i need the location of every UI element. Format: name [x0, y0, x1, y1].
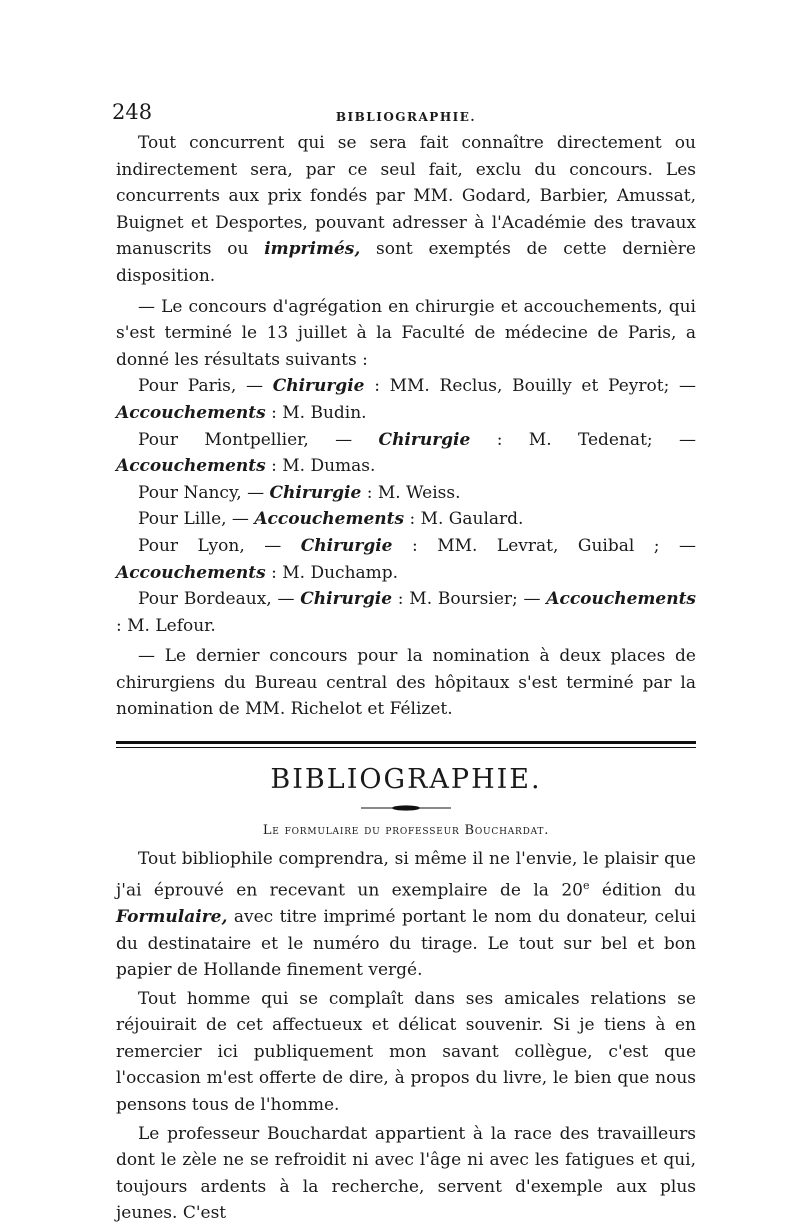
result-city: Pour Nancy, —: [138, 482, 270, 503]
agregation-paragraph: — Le concours d'agrégation en chirurgie et accouchements, qui s'est terminé le 13 juillet à la Faculté de médecine de Paris, a donné les résultats suivants :: [116, 296, 696, 370]
intro-tail: sont exemptés de cette dernière disposition.: [116, 239, 696, 286]
result-city: Pour Lille, —: [138, 509, 255, 530]
result-specialty: Accouchements: [116, 562, 266, 583]
section-subtitle: Le formulaire du professeur Bouchardat.: [262, 823, 550, 839]
running-head: [112, 94, 696, 130]
page-number: 248: [112, 100, 153, 124]
divider-thick-rule: [116, 741, 696, 744]
intro-emphasis: imprimés,: [264, 239, 361, 260]
result-specialty: Chirurgie: [272, 376, 365, 397]
section-title: BIBLIOGRAPHIE.: [270, 764, 542, 796]
result-specialty: Chirurgie: [378, 429, 471, 450]
result-names: : M. Gaulard.: [404, 509, 524, 530]
result-names: : M. Budin.: [265, 402, 367, 423]
section-divider: [116, 741, 696, 748]
biblio-paragraph-1: [116, 846, 696, 984]
result-names: : MM. Reclus, Bouilly et Peyrot; —: [364, 376, 696, 397]
biblio-paragraph-3: Le professeur Bouchardat appartient à la race des travailleurs dont le zèle ne se refroidit ni avec l'âge ni avec les fatigues et qui, toujours ardents à la recherche, servent d'exemple aux plus jeunes. C'est: [116, 1123, 696, 1224]
result-specialty: Accouchements: [116, 402, 266, 423]
biblio-text: édition du: [589, 880, 696, 901]
result-city: Pour Lyon, —: [138, 535, 301, 556]
divider-thin-rule: [116, 747, 696, 748]
ordinal-suffix: e: [582, 878, 590, 892]
result-names: : M. Duchamp.: [265, 562, 399, 583]
result-specialty: Accouchements: [254, 509, 405, 530]
intro-text: Tout concurrent qui se sera fait connaître directement ou indirectement sera, par ce seul fait, exclu du concours. Les concurrents aux prix fondés par MM. Godard, Barbier, Amussat, Buignet et Desportes, pouvant adresser à l'Académie des travaux manuscrits ou: [116, 133, 696, 260]
result-entry: [116, 427, 696, 480]
result-specialty: Accouchements: [116, 456, 266, 477]
biblio-paragraph-2: Tout homme qui se complaît dans ses amicales relations se réjouirait de cet affectueux et délicat souvenir. Si je tiens à en remercier ici publiquement mon savant collègue, c'est que l'occasion m'est offerte de dire, à propos du livre, le bien que nous pensons tous de l'homme.: [116, 988, 696, 1116]
running-title: BIBLIOGRAPHIE.: [335, 110, 477, 124]
result-names: : M. Weiss.: [361, 482, 461, 503]
result-entry: [116, 480, 696, 507]
result-specialty: Accouchements: [546, 589, 696, 610]
result-specialty: Chirurgie: [300, 589, 393, 610]
result-city: Pour Bordeaux, —: [138, 589, 301, 610]
result-names: : M. Lefour.: [116, 615, 216, 636]
bureau-paragraph: — Le dernier concours pour la nomination à deux places de chirurgiens du Bureau central des hôpitaux s'est terminé par la nomination de MM. Richelot et Félizet.: [116, 646, 696, 720]
result-entry: [116, 586, 696, 639]
result-names: : M. Boursier; —: [392, 589, 547, 610]
biblio-text: avec titre imprimé portant le nom du donateur, celui du destinataire et le numéro du tirage. Le tout sur bel et bon papier de Hollande finement vergé.: [116, 906, 696, 981]
biblio-text: Tout bibliophile comprendra, si même il ne l'envie, le plaisir que j'ai éprouvé en recevant un exemplaire de la 20: [116, 849, 696, 901]
bibliography-body: [116, 846, 696, 1227]
result-entry: [116, 506, 696, 533]
result-names: : MM. Levrat, Guibal ; —: [392, 535, 697, 556]
intro-paragraph: [116, 130, 696, 290]
result-city: Pour Montpellier, —: [138, 429, 379, 450]
result-entry: [116, 373, 696, 426]
book-page: [112, 94, 697, 1227]
result-entry: [116, 533, 696, 586]
result-specialty: Chirurgie: [300, 535, 393, 556]
book-title: Formulaire,: [116, 906, 228, 927]
result-specialty: Chirurgie: [269, 482, 362, 503]
ornament-dash-icon: [361, 804, 451, 812]
results-list: [116, 373, 696, 639]
result-names: : M. Dumas.: [265, 456, 376, 477]
result-city: Pour Paris, —: [138, 376, 273, 397]
result-names: : M. Tedenat; —: [470, 429, 696, 450]
